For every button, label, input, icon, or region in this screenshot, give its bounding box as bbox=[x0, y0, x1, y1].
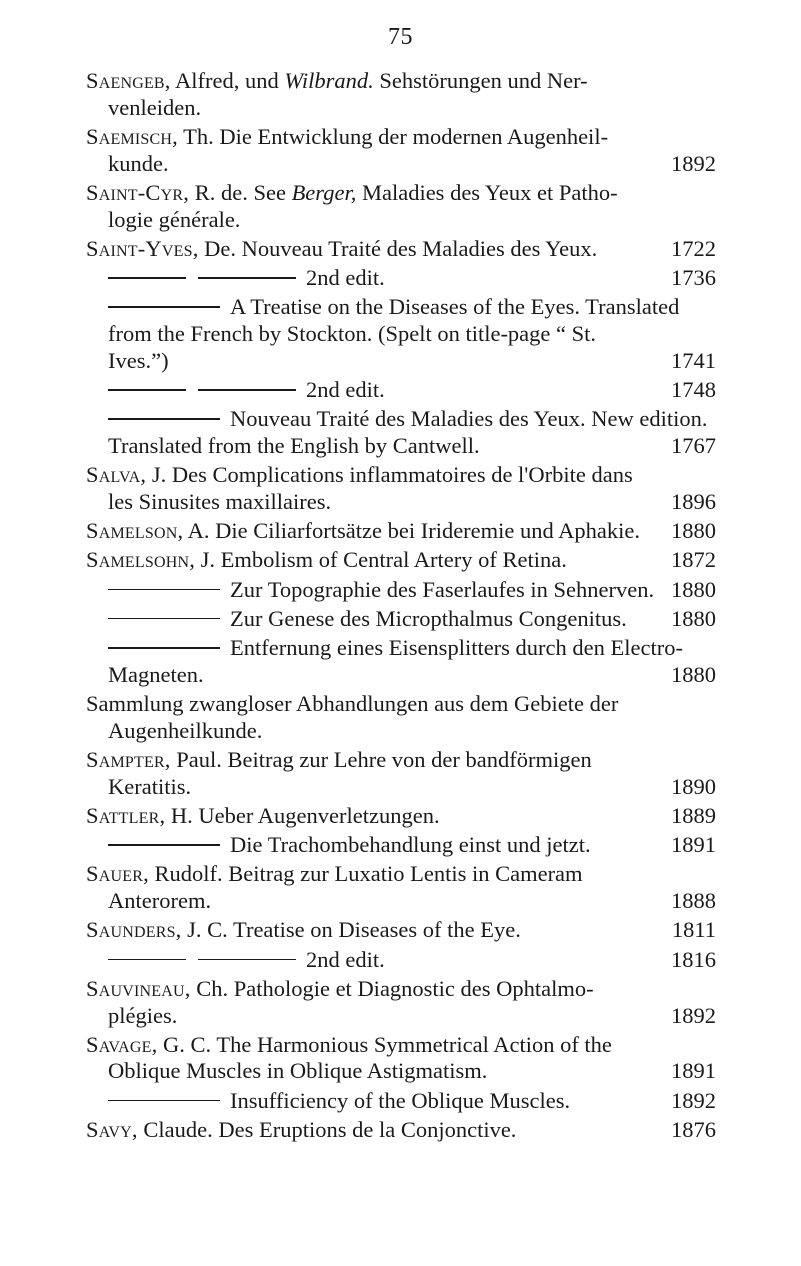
entry-text: venleiden. bbox=[108, 94, 202, 120]
entry-text: plégies. bbox=[108, 1002, 178, 1028]
entry-text: G. C. The Harmonious Symmetrical Action of the bbox=[163, 1031, 612, 1057]
entry-text: J. Embolism of Central Artery of Retina. bbox=[200, 547, 567, 573]
entry-text: Zur Genese des Micropthalmus Congenitus. bbox=[230, 605, 627, 631]
ditto-dash bbox=[198, 389, 296, 390]
entry-year: 1889 bbox=[671, 802, 716, 828]
ditto-dash bbox=[108, 389, 186, 390]
page-number: 75 bbox=[388, 24, 413, 50]
entry-text: Anterorem. bbox=[108, 888, 212, 914]
entry-text: 2nd edit. bbox=[306, 377, 385, 403]
list-item bbox=[86, 180, 716, 234]
list-item bbox=[86, 747, 716, 801]
entry-year: 1816 bbox=[671, 946, 716, 972]
entry-year: 1880 bbox=[671, 605, 716, 631]
entry-text: Magneten. bbox=[108, 661, 204, 687]
entry-text-italic: Wilbrand. bbox=[284, 68, 374, 93]
bibliography-list bbox=[86, 68, 716, 1146]
list-item bbox=[86, 124, 716, 178]
list-item bbox=[86, 1117, 716, 1144]
list-item bbox=[86, 832, 716, 859]
entry-author: Samelsohn, bbox=[86, 547, 196, 573]
entry-year: 1880 bbox=[671, 576, 716, 602]
entry-text: 2nd edit. bbox=[306, 265, 385, 291]
list-item bbox=[86, 294, 716, 374]
entry-text: Th. Die Entwicklung der modernen Augenheil- bbox=[183, 123, 609, 149]
list-item bbox=[86, 606, 716, 633]
entry-text: A Treatise on the Diseases of the Eyes. Translated bbox=[230, 294, 680, 320]
ditto-dash bbox=[108, 844, 220, 845]
ditto-dash bbox=[108, 618, 220, 619]
entry-year: 1872 bbox=[671, 547, 716, 573]
entry-year: 1811 bbox=[671, 917, 716, 943]
entry-year: 1736 bbox=[671, 265, 716, 291]
entry-author: Sampter, bbox=[86, 746, 171, 772]
entry-text: Sehstörungen und Ner- bbox=[379, 68, 588, 93]
entry-author: Sattler, bbox=[86, 802, 166, 828]
entry-text: Entfernung eines Eisensplitters durch den Electro- bbox=[230, 635, 683, 661]
entry-text: from the French by Stockton. (Spelt on title-page “ St. bbox=[108, 321, 597, 347]
ditto-dash bbox=[198, 959, 296, 960]
list-item bbox=[86, 861, 716, 915]
ditto-dash bbox=[108, 959, 186, 960]
ditto-dash bbox=[108, 589, 220, 590]
list-item bbox=[86, 691, 716, 745]
ditto-dash bbox=[108, 647, 220, 648]
entry-text: A. Die Ciliarfortsätze bei Irideremie und Aphakie. bbox=[187, 518, 641, 544]
entry-text: Zur Topographie des Faserlaufes in Sehnerven. bbox=[230, 576, 655, 602]
entry-year: 1767 bbox=[671, 433, 716, 459]
entry-text: Maladies des Yeux et Patho- bbox=[361, 179, 618, 205]
entry-text: H. Ueber Augenverletzungen. bbox=[170, 802, 440, 828]
list-item bbox=[86, 803, 716, 830]
entry-text: Rudolf. Beitrag zur Luxatio Lentis in Cameram bbox=[154, 861, 583, 887]
entry-text: J. Des Complications inflammatoires de l'Orbite dans bbox=[151, 462, 633, 488]
list-item bbox=[86, 635, 716, 689]
entry-author: Sauer, bbox=[86, 861, 149, 887]
entry-text: Translated from the English by Cantwell. bbox=[108, 433, 480, 459]
entry-year: 1880 bbox=[671, 518, 716, 544]
entry-text: Alfred, und bbox=[175, 68, 279, 93]
list-item bbox=[86, 406, 716, 460]
entry-text: les Sinusites maxillaires. bbox=[108, 489, 332, 515]
ditto-dash bbox=[108, 277, 186, 278]
entry-text: logie générale. bbox=[108, 206, 241, 232]
list-item bbox=[86, 547, 716, 574]
entry-year: 1722 bbox=[671, 235, 716, 261]
list-item bbox=[86, 518, 716, 545]
entry-year: 1896 bbox=[671, 489, 716, 515]
list-item bbox=[86, 1088, 716, 1115]
entry-year: 1891 bbox=[671, 832, 716, 858]
entry-year: 1890 bbox=[671, 773, 716, 799]
entry-year: 1892 bbox=[671, 150, 716, 176]
entry-text: Claude. Des Eruptions de la Conjonctive. bbox=[143, 1116, 517, 1142]
entry-text: 2nd edit. bbox=[306, 946, 385, 972]
list-item bbox=[86, 917, 716, 944]
entry-year: 1892 bbox=[671, 1087, 716, 1113]
entry-author: Saemisch, bbox=[86, 123, 178, 149]
entry-text: kunde. bbox=[108, 150, 169, 176]
entry-text: Ives.”) bbox=[108, 347, 169, 373]
entry-text: Augenheilkunde. bbox=[108, 717, 263, 743]
ditto-dash bbox=[108, 1100, 220, 1101]
list-item bbox=[86, 462, 716, 516]
entry-author: Saunders, bbox=[86, 917, 182, 943]
entry-text: R. de. See bbox=[194, 179, 286, 205]
list-item bbox=[86, 1032, 716, 1086]
entry-author: Sauvineau, bbox=[86, 975, 191, 1001]
list-item bbox=[86, 265, 716, 292]
entry-year: 1892 bbox=[671, 1002, 716, 1028]
entry-year: 1891 bbox=[671, 1058, 716, 1084]
list-item bbox=[86, 976, 716, 1030]
entry-text: J. C. Treatise on Diseases of the Eye. bbox=[187, 917, 521, 943]
entry-text: Keratitis. bbox=[108, 773, 192, 799]
entry-author: Saengeb, bbox=[86, 68, 171, 93]
entry-author: Salva, bbox=[86, 462, 147, 488]
ditto-dash bbox=[198, 277, 296, 278]
entry-author: Savage, bbox=[86, 1031, 158, 1057]
list-item bbox=[86, 236, 716, 263]
entry-year: 1741 bbox=[671, 347, 716, 373]
list-item bbox=[86, 377, 716, 404]
list-item bbox=[86, 577, 716, 604]
entry-text: Sammlung zwangloser Abhandlungen aus dem Gebiete der bbox=[86, 691, 619, 716]
ditto-dash bbox=[108, 418, 220, 419]
entry-text: Paul. Beitrag zur Lehre von der bandförmigen bbox=[176, 746, 592, 772]
entry-text: Ch. Pathologie et Diagnostic des Ophtalmo- bbox=[196, 975, 594, 1001]
entry-author: Savy, bbox=[86, 1116, 138, 1142]
entry-year: 1876 bbox=[671, 1116, 716, 1142]
entry-year: 1880 bbox=[671, 661, 716, 687]
entry-text-italic: Berger, bbox=[291, 179, 357, 205]
entry-author: Saint-Cyr, bbox=[86, 179, 190, 205]
entry-text: Insufficiency of the Oblique Muscles. bbox=[230, 1087, 571, 1113]
list-item bbox=[86, 947, 716, 974]
entry-text: Die Trachombehandlung einst und jetzt. bbox=[230, 832, 591, 858]
entry-text: Nouveau Traité des Maladies des Yeux. New edition. bbox=[230, 406, 708, 432]
entry-year: 1888 bbox=[671, 888, 716, 914]
entry-author: Samelson, bbox=[86, 518, 184, 544]
entry-author: Saint-Yves, bbox=[86, 235, 199, 261]
entry-text: De. Nouveau Traité des Maladies des Yeux. bbox=[204, 235, 598, 261]
entry-text: Oblique Muscles in Oblique Astigmatism. bbox=[108, 1058, 488, 1084]
ditto-dash bbox=[108, 306, 220, 307]
list-item bbox=[86, 68, 716, 122]
entry-year: 1748 bbox=[671, 377, 716, 403]
